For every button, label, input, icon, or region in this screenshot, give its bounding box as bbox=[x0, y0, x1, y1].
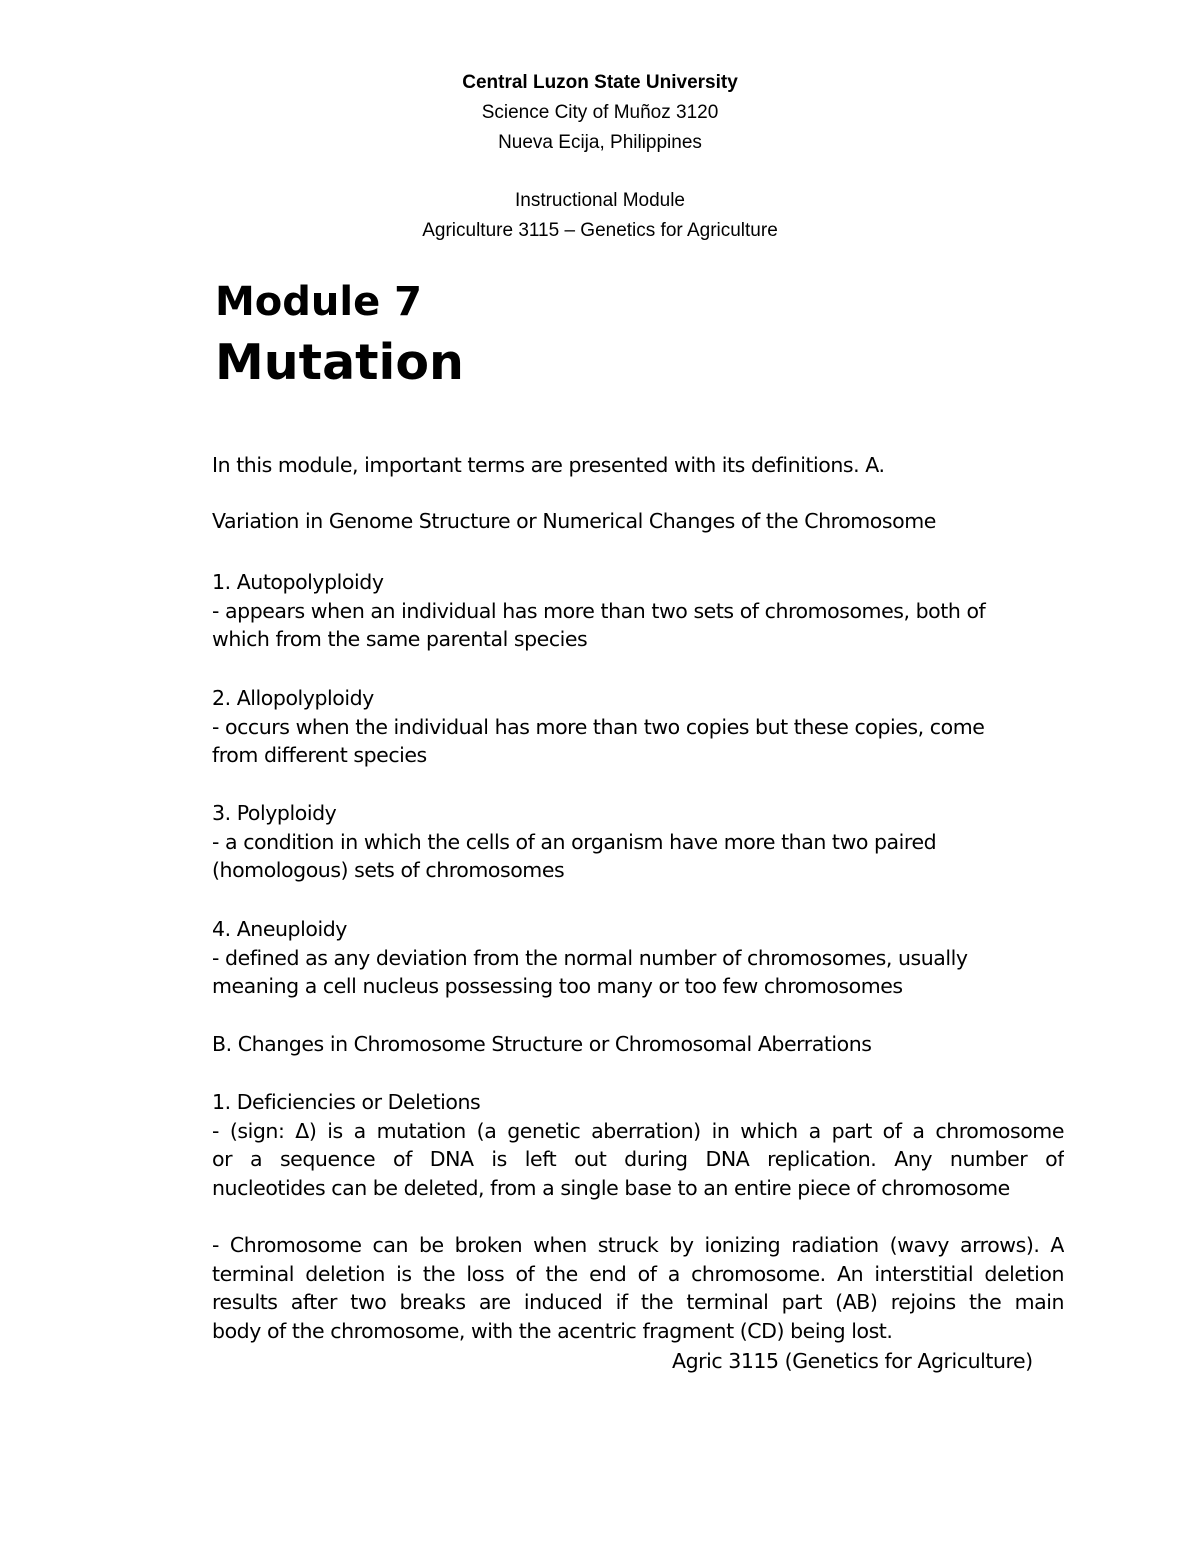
term-definition-line: - occurs when the individual has more than two copies but these copies, come bbox=[212, 714, 985, 739]
intro-paragraph bbox=[212, 451, 1064, 480]
term-autopolyploidy bbox=[212, 568, 1064, 654]
explanation-line: - Chromosome can be broken when struck by ionizing radiation (wavy arrows). A bbox=[212, 1233, 1064, 1257]
term-deletions bbox=[212, 1088, 1064, 1203]
module-info bbox=[0, 186, 1200, 246]
term-definition-line: which from the same parental species bbox=[212, 627, 588, 652]
term-aneuploidy bbox=[212, 915, 1064, 1001]
term-definition-line: - defined as any deviation from the normal number of chromosomes, usually bbox=[212, 945, 968, 970]
deletion-explanation bbox=[212, 1231, 1064, 1346]
explanation-line: terminal deletion is the loss of the end of a chromosome. An interstitial deletion bbox=[212, 1261, 1064, 1286]
section-b-heading bbox=[212, 1030, 1064, 1059]
term-definition-line: from different species bbox=[212, 743, 427, 768]
university-city: Science City of Muñoz 3120 bbox=[481, 102, 719, 123]
term-definition-line: meaning a cell nucleus possessing too many or too few chromosomes bbox=[212, 974, 903, 999]
term-definition-line: (homologous) sets of chromosomes bbox=[212, 858, 565, 883]
section-a-heading bbox=[212, 507, 1064, 536]
section-a-heading-text: Variation in Genome Structure or Numerical Changes of the Chromosome bbox=[212, 509, 936, 533]
term-title: 1. Deficiencies or Deletions bbox=[212, 1090, 481, 1114]
term-title: 2. Allopolyploidy bbox=[212, 686, 374, 710]
document-header bbox=[0, 68, 1200, 158]
term-definition-line: - (sign: Δ) is a mutation (a genetic aberration) in which a part of a chromosome bbox=[212, 1118, 1064, 1143]
intro-text: In this module, important terms are presented with its definitions. A. bbox=[212, 453, 885, 477]
explanation-line: results after two breaks are induced if the terminal part (AB) rejoins the main bbox=[212, 1290, 1064, 1315]
term-definition-line: - appears when an individual has more than two sets of chromosomes, both of bbox=[212, 598, 986, 623]
term-definition-line: or a sequence of DNA is left out during DNA replication. Any number of bbox=[212, 1147, 1064, 1172]
term-title: 4. Aneuploidy bbox=[212, 917, 347, 941]
module-type: Instructional Module bbox=[514, 190, 686, 211]
explanation-line: body of the chromosome, with the acentric fragment (CD) being lost. bbox=[212, 1319, 893, 1344]
term-polyploidy bbox=[212, 799, 1064, 885]
university-province: Nueva Ecija, Philippines bbox=[498, 132, 702, 153]
section-b-heading-text: B. Changes in Chromosome Structure or Chromosomal Aberrations bbox=[212, 1032, 872, 1056]
term-title: 1. Autopolyploidy bbox=[212, 570, 384, 594]
module-number: Module 7 bbox=[215, 279, 422, 325]
university-name: Central Luzon State University bbox=[462, 72, 738, 93]
term-definition-line: nucleotides can be deleted, from a single base to an entire piece of chromosome bbox=[212, 1176, 1010, 1201]
term-title: 3. Polyploidy bbox=[212, 801, 337, 825]
page-footer: Agric 3115 (Genetics for Agriculture) bbox=[672, 1349, 1033, 1373]
module-title: Mutation bbox=[215, 334, 464, 391]
term-definition-line: - a condition in which the cells of an organism have more than two paired bbox=[212, 829, 937, 854]
course-name: Agriculture 3115 – Genetics for Agriculture bbox=[422, 220, 778, 241]
term-allopolyploidy bbox=[212, 684, 1064, 770]
